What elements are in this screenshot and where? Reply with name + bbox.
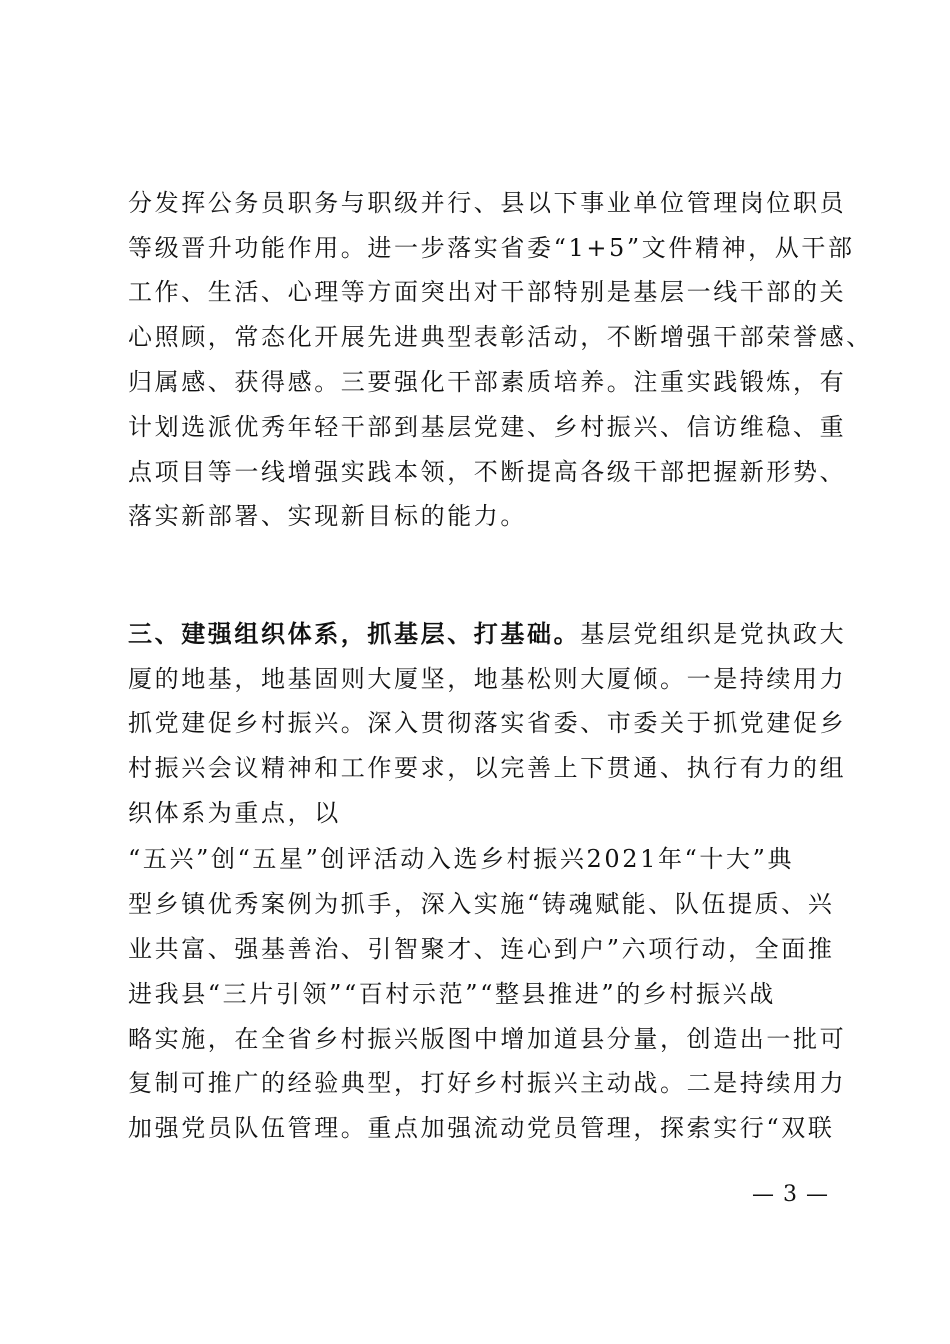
paragraph-line: 村振兴会议精神和工作要求，以完善上下贯通、执行有力的组 [128,754,847,782]
section-heading-continuation: 基层党组织是党执政大 [580,620,847,648]
paragraph-line: 厦的地基，地基固则大厦坚，地基松则大厦倾。一是持续用力 [128,665,847,693]
paragraph-line: 业共富、强基善治、引智聚才、连心到户”六项行动，全面推 [128,935,835,963]
paragraph-line: 等级晋升功能作用。进一步落实省委“1+5”文件精神，从干部 [128,234,855,262]
section-heading: 三、建强组织体系，抓基层、打基础。 [128,619,581,648]
paragraph-line: 进我县“三片引领”“百村示范”“整县推进”的乡村振兴战 [128,980,776,1008]
paragraph-line: 心照顾，常态化开展先进典型表彰活动，不断增强干部荣誉感、 [128,323,873,351]
paragraph-line: 落实新部署、实现新目标的能力。 [128,502,527,530]
paragraph-line: 工作、生活、心理等方面突出对干部特别是基层一线干部的关 [128,278,847,306]
paragraph-line: 型乡镇优秀案例为抓手，深入实施“铸魂赋能、队伍提质、兴 [128,890,835,918]
paragraph-line: 抓党建促乡村振兴。深入贯彻落实省委、市委关于抓党建促乡 [128,709,847,737]
section-heading-line [128,618,846,650]
paragraph-line: “五兴”创“五星”创评活动入选乡村振兴2021年“十大”典 [128,845,795,873]
page-number: — 3 — [752,1182,829,1207]
paragraph-line: 点项目等一线增强实践本领，不断提高各级干部把握新形势、 [128,458,847,486]
paragraph-line: 归属感、获得感。三要强化干部素质培养。注重实践锻炼，有 [128,368,847,396]
paragraph-line: 计划选派优秀年轻干部到基层党建、乡村振兴、信访维稳、重 [128,413,847,441]
paragraph-line: 分发挥公务员职务与职级并行、县以下事业单位管理岗位职员 [128,189,847,217]
paragraph-line: 织体系为重点，以 [128,799,341,827]
paragraph-line: 加强党员队伍管理。重点加强流动党员管理，探索实行“双联 [128,1114,835,1142]
paragraph-line: 略实施，在全省乡村振兴版图中增加道县分量，创造出一批可 [128,1025,847,1053]
paragraph-line: 复制可推广的经验典型，打好乡村振兴主动战。二是持续用力 [128,1069,847,1097]
